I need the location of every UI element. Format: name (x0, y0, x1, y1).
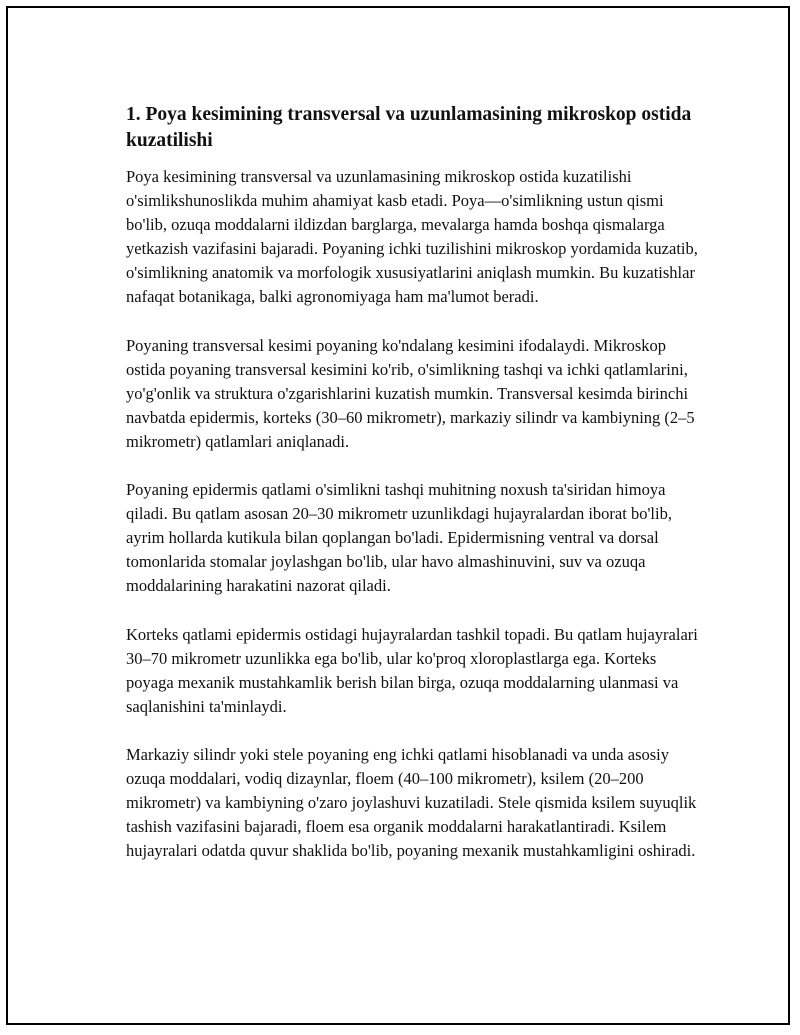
paragraph-epidermis: Poyaning epidermis qatlami o'simlikni tashqi muhitning noxush ta'siridan himoya qiladi. Bu qatlam asosan 20–30 mikrometr uzunlikdagi hujayralardan iborat bo'lib, ayrim hollarda kutikula bilan qoplangan bo'ladi. Epidermisning ventral va dorsal tomonlarida stomalar joylashgan bo'lib, ular havo almashinuvini, suv va ozuqa moddalarining harakatini nazorat qiladi. (126, 480, 672, 596)
page-frame (6, 6, 790, 1025)
section-title: 1. Poya kesimining transversal va uzunlamasining mikroskop ostida kuzatilishi (126, 104, 692, 151)
paragraph-stele: Markaziy silindr yoki stele poyaning eng ichki qatlami hisoblanadi va unda asosiy ozuqa moddalari, vodiq dizaynlar, floem (40–100 mikrometr), ksilem (20–200 mikrometr) va kambiyning o'zaro joylashuvi kuzatiladi. Stele qismida ksilem suyuqlik tashish vazifasini bajaradi, floem esa organik moddalarni harakatlantiradi. Ksilem hujayralari odatda quvur shaklida bo'lib, poyaning mexanik mustahkamligini oshiradi. (126, 744, 697, 861)
paragraph-transversal: Poyaning transversal kesimi poyaning ko'ndalang kesimini ifodalaydi. Mikroskop ostida poyaning transversal kesimini ko'rib, o'simlikning tashqi va ichki qatlamlarini, yo'g'onlik va struktura o'zgarishlarini kuzatish mumkin. Transversal kesimda birinchi navbatda epidermis, korteks (30–60 mikrometr), markaziy silindr va kambiyning (2–5 mikrometr) qatlamlari aniqlanadi. (126, 335, 695, 451)
paragraph-intro: Poya kesimining transversal va uzunlamasining mikroskop ostida kuzatilishi o'simlikshunoslikda muhim ahamiyat kasb etadi. Poya—o'simlikning ustun qismi bo'lib, ozuqa moddalarni ildizdan barglarga, mevalarga hamda boshqa qismalarga yetkazish vazifasini bajaradi. Poyaning ichki tuzilishini mikroskop yordamida kuzatib, o'simlikning anatomik va morfologik xususiyatlarini aniqlash mumkin. Bu kuzatishlar nafaqat botanikaga, balki agronomiyaga ham ma'lumot beradi. (126, 167, 698, 307)
document-body (126, 102, 698, 887)
paragraph-cortex: Korteks qatlami epidermis ostidagi hujayralardan tashkil topadi. Bu qatlam hujayralari 30–70 mikrometr uzunlikka ega bo'lib, ular ko'proq xloroplastlarga ega. Korteks poyaga mexanik mustahkamlik berish bilan birga, ozuqa moddalarning ulanmasi va saqlanishini ta'minlaydi. (126, 624, 698, 716)
